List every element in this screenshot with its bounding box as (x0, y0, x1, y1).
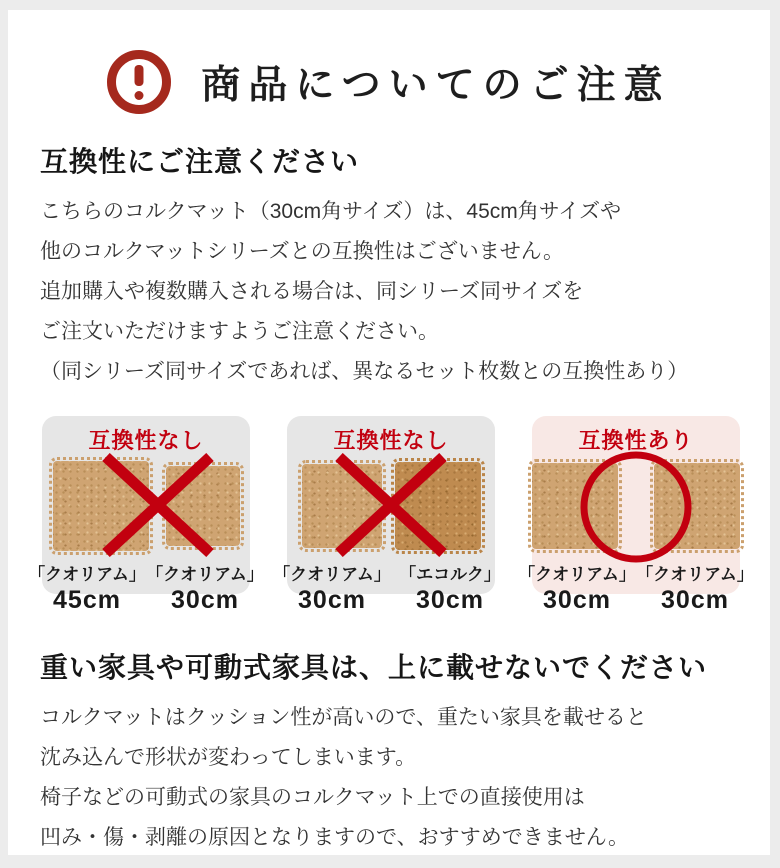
cork-mat-45cm (53, 461, 149, 551)
paragraph-line: 追加購入や複数購入される場合は、同シリーズ同サイズを (40, 280, 584, 303)
mat-series-name: 「クオリアム」 (28, 565, 146, 584)
cork-mat-30cm (654, 463, 740, 549)
paragraph-line: コルクマットはクッション性が高いので、重たい家具を載せると (40, 706, 647, 729)
page-title: 商品についてのご注意 (201, 64, 671, 107)
mat-label-right (146, 560, 264, 615)
mat-series-name: 「クオリアム」 (636, 565, 754, 584)
page-title-row (8, 10, 770, 114)
paragraph-line: ご注文いただけますようご注意ください。 (40, 320, 439, 343)
mat-size: 30cm (661, 586, 729, 614)
mat-series-name: 「クオリアム」 (518, 565, 636, 584)
paragraph-line: 他のコルクマットシリーズとの互換性はございません。 (40, 240, 564, 263)
mat-label-right (391, 560, 509, 615)
compat-status-label: 互換性あり (578, 428, 694, 453)
compat-panel-quolium30-vs-ecork30 (273, 416, 509, 614)
compatibility-heading: 互換性にご注意ください (40, 146, 360, 177)
exclamation-dot (135, 91, 144, 100)
mat-label-left (273, 560, 391, 615)
mat-size: 45cm (53, 586, 121, 614)
mat-series-name: 「エコルク」 (399, 565, 501, 584)
furniture-paragraph (40, 698, 738, 855)
alert-circle-icon (107, 50, 171, 114)
compatibility-section (40, 140, 738, 392)
paragraph-line: （同シリーズ同サイズであれば、異なるセット枚数との互換性あり） (40, 360, 689, 383)
mat-label-left (518, 560, 636, 615)
cork-mat-30cm (302, 464, 382, 548)
compat-panel-quolium45-vs-quolium30 (28, 416, 264, 614)
compatibility-paragraph (40, 192, 738, 392)
mat-label-right (636, 560, 754, 615)
compat-panel-quolium30-vs-quolium30 (518, 416, 754, 614)
mat-labels (273, 560, 509, 615)
compatibility-diagram (28, 416, 754, 614)
cork-mat-30cm (532, 463, 618, 549)
furniture-heading: 重い家具や可動式家具は、上に載せないでください (40, 652, 708, 683)
mat-size: 30cm (543, 586, 611, 614)
paragraph-line: 沈み込んで形状が変わってしまいます。 (40, 746, 417, 769)
exclamation-bar (135, 65, 144, 86)
paragraph-line: こちらのコルクマット（30cm角サイズ）は、45cm角サイズや (40, 200, 622, 223)
cork-mat-30cm (166, 466, 240, 546)
mat-size: 30cm (416, 586, 484, 614)
mat-pair (273, 460, 509, 552)
mat-label-left (28, 560, 146, 615)
compat-status-label: 互換性なし (333, 428, 449, 453)
mat-pair (28, 460, 264, 552)
paragraph-line: 凹み・傷・剥離の原因となりますので、おすすめできません。 (40, 826, 630, 849)
mat-series-name: 「クオリアム」 (273, 565, 391, 584)
content-sheet (8, 10, 770, 855)
mat-series-name: 「クオリアム」 (146, 565, 264, 584)
cork-mat-ecork-30cm (395, 462, 481, 550)
mat-size: 30cm (171, 586, 239, 614)
furniture-section (40, 646, 738, 855)
mat-labels (518, 560, 754, 615)
paragraph-line: 椅子などの可動式の家具のコルクマット上での直接使用は (40, 786, 585, 809)
mat-labels (28, 560, 264, 615)
compat-status-label: 互換性なし (88, 428, 204, 453)
mat-pair (518, 460, 754, 552)
mat-size: 30cm (298, 586, 366, 614)
